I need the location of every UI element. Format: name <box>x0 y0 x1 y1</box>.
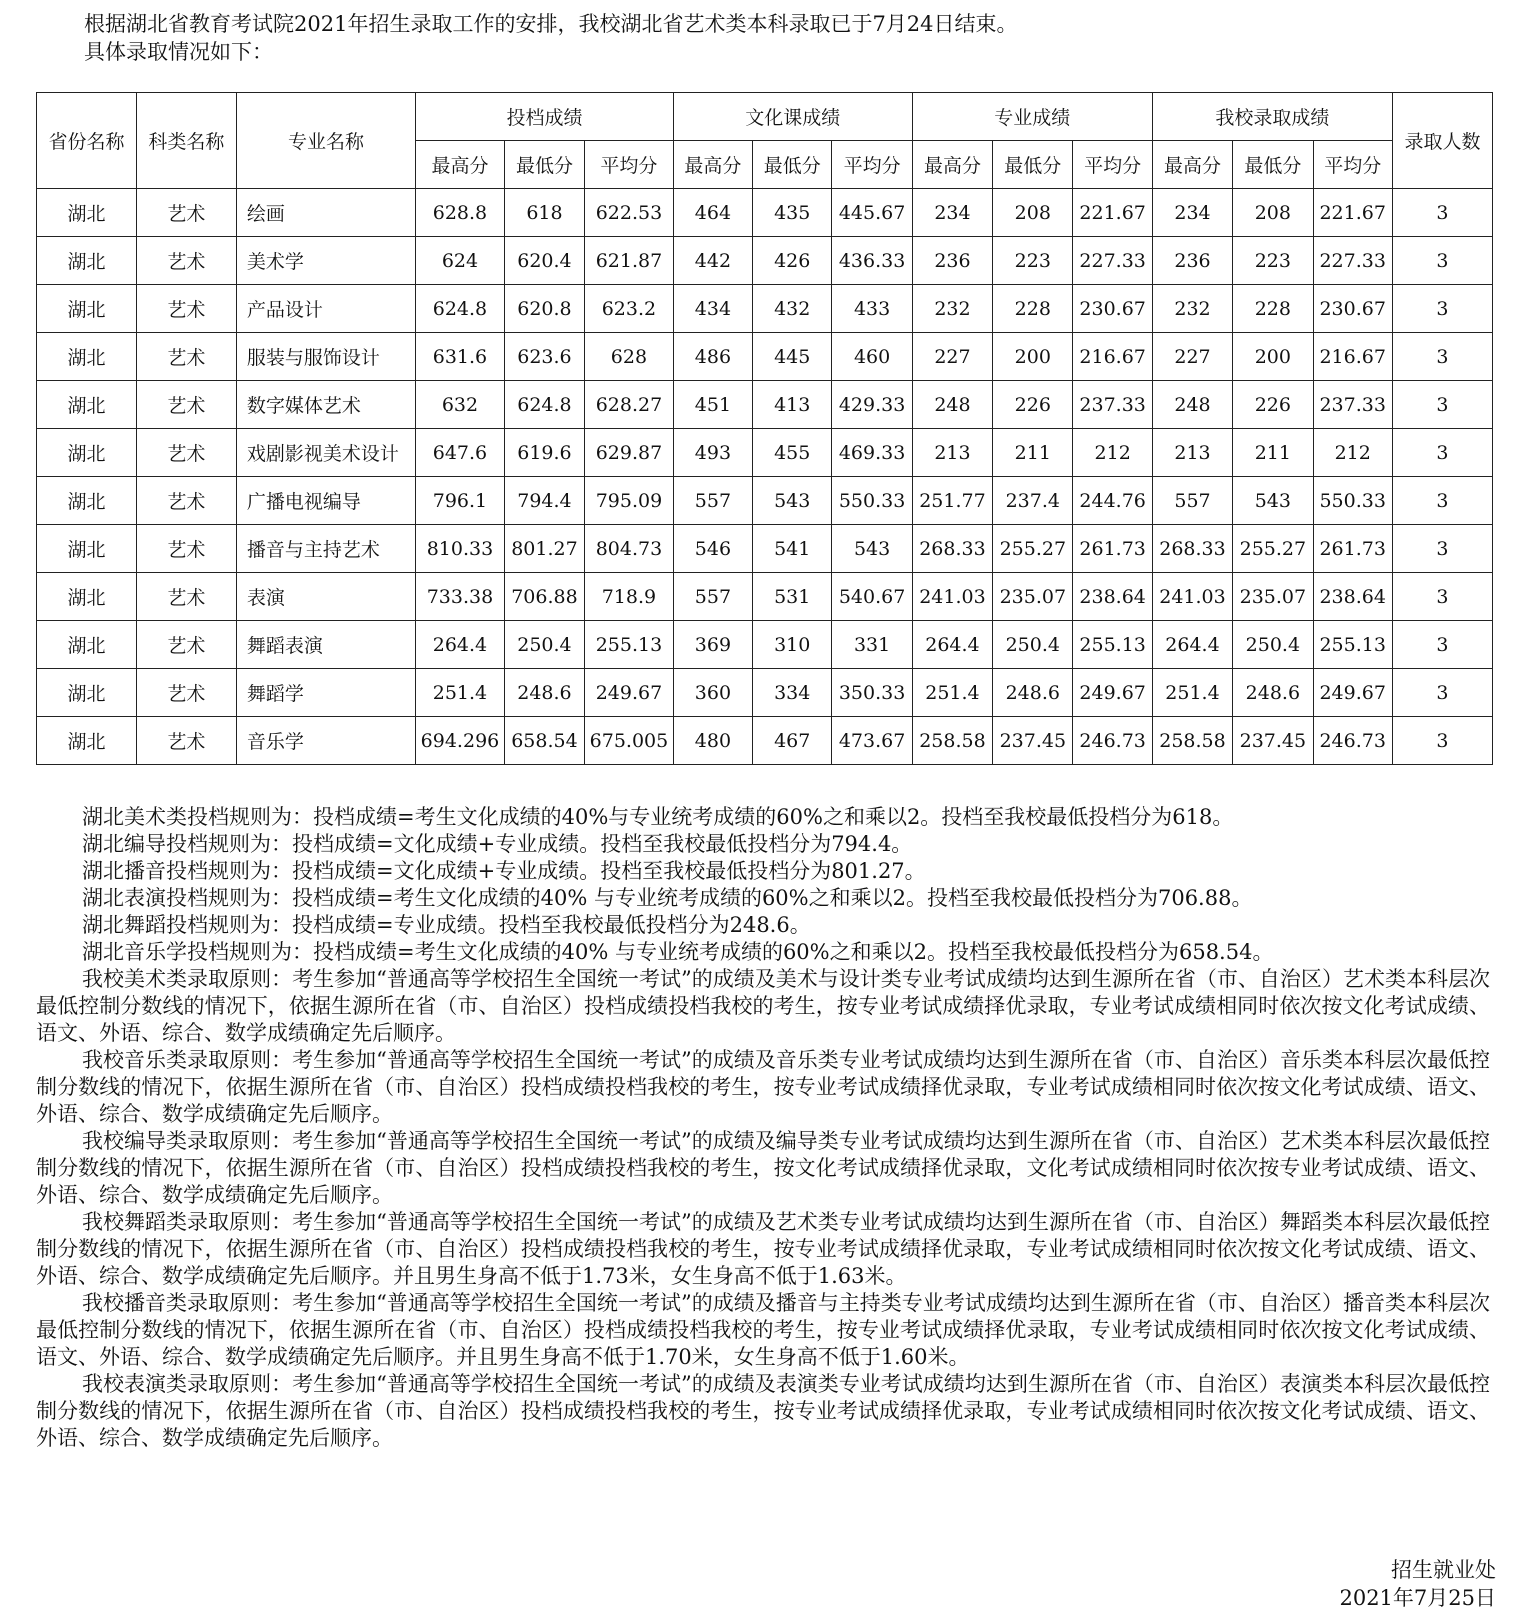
rule-paragraph: 湖北表演投档规则为：投档成绩=考生文化成绩的40% 与专业统考成绩的60%之和乘以2。投档至我校最低投档分为706.88。 <box>82 886 1253 910</box>
major-cell: 美术学 <box>236 237 415 285</box>
table-cell: 234 <box>912 189 992 237</box>
header-group-admission-score: 我校录取成绩 <box>1152 93 1392 141</box>
table-cell: 湖北 <box>37 525 137 573</box>
header-max: 最高分 <box>673 141 752 189</box>
table-cell: 623.6 <box>504 333 584 381</box>
table-cell: 艺术 <box>136 621 236 669</box>
table-row <box>37 477 1493 525</box>
table-cell: 618 <box>504 189 584 237</box>
table-cell: 541 <box>753 525 832 573</box>
table-cell: 442 <box>673 237 752 285</box>
table-cell: 331 <box>832 621 912 669</box>
table-cell: 3 <box>1392 189 1492 237</box>
rule-paragraph: 我校音乐类录取原则：考生参加“普通高等学校招生全国统一考试”的成绩及音乐类专业考试成绩均达到生源所在省（市、自治区）音乐类本科层次最低控制分数线的情况下，依据生源所在省（市、自治区）投档成绩投档我校的考生，按专业考试成绩择优录取，专业考试成绩相同时依次按文化考试成绩、语文、外语、综合、数学成绩确定先后顺序。 <box>36 1048 1490 1126</box>
table-cell: 237.33 <box>1073 381 1152 429</box>
table-row <box>37 381 1493 429</box>
table-cell: 艺术 <box>136 381 236 429</box>
table-cell: 557 <box>673 573 752 621</box>
table-cell: 200 <box>993 333 1073 381</box>
table-cell: 264.4 <box>1152 621 1232 669</box>
table-cell: 236 <box>912 237 992 285</box>
major-cell: 戏剧影视美术设计 <box>236 429 415 477</box>
header-avg: 平均分 <box>1073 141 1152 189</box>
table-cell: 631.6 <box>416 333 505 381</box>
table-cell: 3 <box>1392 573 1492 621</box>
rule-paragraph: 湖北舞蹈投档规则为：投档成绩=专业成绩。投档至我校最低投档分为248.6。 <box>82 913 811 937</box>
table-row <box>37 429 1493 477</box>
header-max: 最高分 <box>416 141 505 189</box>
table-cell: 237.4 <box>993 477 1073 525</box>
table-cell: 804.73 <box>585 525 674 573</box>
table-cell: 467 <box>753 717 832 765</box>
table-cell: 251.77 <box>912 477 992 525</box>
table-cell: 湖北 <box>37 717 137 765</box>
rule-paragraph: 我校美术类录取原则：考生参加“普通高等学校招生全国统一考试”的成绩及美术与设计类专业考试成绩均达到生源所在省（市、自治区）艺术类本科层次最低控制分数线的情况下，依据生源所在省（市、自治区）投档成绩投档我校的考生，按专业考试成绩择优录取，专业考试成绩相同时依次按文化考试成绩、语文、外语、综合、数学成绩确定先后顺序。 <box>36 967 1490 1045</box>
table-cell: 248.6 <box>1233 669 1313 717</box>
table-cell: 223 <box>993 237 1073 285</box>
table-cell: 237.45 <box>1233 717 1313 765</box>
table-cell: 213 <box>1152 429 1232 477</box>
table-cell: 543 <box>1233 477 1313 525</box>
table-cell: 810.33 <box>416 525 505 573</box>
table-cell: 486 <box>673 333 752 381</box>
table-cell: 208 <box>1233 189 1313 237</box>
table-cell: 艺术 <box>136 189 236 237</box>
table-cell: 620.4 <box>504 237 584 285</box>
header-max: 最高分 <box>1152 141 1232 189</box>
table-cell: 795.09 <box>585 477 674 525</box>
table-cell: 湖北 <box>37 285 137 333</box>
major-cell: 产品设计 <box>236 285 415 333</box>
header-admitted-count: 录取人数 <box>1392 93 1492 189</box>
table-cell: 232 <box>1152 285 1232 333</box>
table-cell: 628.27 <box>585 381 674 429</box>
header-max: 最高分 <box>912 141 992 189</box>
table-cell: 246.73 <box>1073 717 1152 765</box>
table-cell: 546 <box>673 525 752 573</box>
table-cell: 3 <box>1392 477 1492 525</box>
table-cell: 227.33 <box>1313 237 1392 285</box>
table-cell: 208 <box>993 189 1073 237</box>
table-cell: 733.38 <box>416 573 505 621</box>
table-cell: 473.67 <box>832 717 912 765</box>
table-body <box>37 189 1493 765</box>
table-cell: 3 <box>1392 333 1492 381</box>
rule-paragraph: 我校舞蹈类录取原则：考生参加“普通高等学校招生全国统一考试”的成绩及艺术类专业考试成绩均达到生源所在省（市、自治区）舞蹈类本科层次最低控制分数线的情况下，依据生源所在省（市、自治区）投档成绩投档我校的考生，按专业考试成绩择优录取，专业考试成绩相同时依次按文化考试成绩、语文、外语、综合、数学成绩确定先后顺序。并且男生身高不低于1.73米，女生身高不低于1.63米。 <box>36 1210 1490 1288</box>
table-row <box>37 573 1493 621</box>
table-cell: 451 <box>673 381 752 429</box>
table-cell: 248 <box>1152 381 1232 429</box>
table-cell: 235.07 <box>993 573 1073 621</box>
table-cell: 228 <box>993 285 1073 333</box>
header-group-major-score: 专业成绩 <box>912 93 1152 141</box>
table-cell: 264.4 <box>912 621 992 669</box>
table-cell: 241.03 <box>1152 573 1232 621</box>
major-cell: 数字媒体艺术 <box>236 381 415 429</box>
table-cell: 540.67 <box>832 573 912 621</box>
table-cell: 251.4 <box>416 669 505 717</box>
table-cell: 350.33 <box>832 669 912 717</box>
table-cell: 250.4 <box>504 621 584 669</box>
table-cell: 550.33 <box>1313 477 1392 525</box>
table-row <box>37 669 1493 717</box>
table-cell: 200 <box>1233 333 1313 381</box>
table-cell: 493 <box>673 429 752 477</box>
major-cell: 广播电视编导 <box>236 477 415 525</box>
rule-paragraph: 湖北播音投档规则为：投档成绩=文化成绩+专业成绩。投档至我校最低投档分为801.27。 <box>82 859 926 883</box>
table-cell: 246.73 <box>1313 717 1392 765</box>
table-cell: 艺术 <box>136 333 236 381</box>
table-cell: 223 <box>1233 237 1313 285</box>
table-cell: 433 <box>832 285 912 333</box>
header-min: 最低分 <box>1233 141 1313 189</box>
table-cell: 623.2 <box>585 285 674 333</box>
table-row <box>37 285 1493 333</box>
table-cell: 619.6 <box>504 429 584 477</box>
table-cell: 3 <box>1392 621 1492 669</box>
table-cell: 212 <box>1313 429 1392 477</box>
intro-line-1: 根据湖北省教育考试院2021年招生录取工作的安排，我校湖北省艺术类本科录取已于7月24日结束。 <box>84 12 1018 36</box>
major-cell: 舞蹈学 <box>236 669 415 717</box>
table-cell: 湖北 <box>37 333 137 381</box>
table-cell: 238.64 <box>1073 573 1152 621</box>
table-cell: 226 <box>993 381 1073 429</box>
table-cell: 264.4 <box>416 621 505 669</box>
table-cell: 258.58 <box>1152 717 1232 765</box>
footer-office: 招生就业处 <box>1391 1558 1496 1582</box>
table-cell: 227.33 <box>1073 237 1152 285</box>
table-cell: 248 <box>912 381 992 429</box>
table-cell: 647.6 <box>416 429 505 477</box>
table-cell: 675.005 <box>585 717 674 765</box>
table-cell: 258.58 <box>912 717 992 765</box>
footer <box>1339 1556 1496 1612</box>
table-cell: 248.6 <box>993 669 1073 717</box>
table-cell: 624.8 <box>416 285 505 333</box>
table-cell: 658.54 <box>504 717 584 765</box>
table-cell: 624.8 <box>504 381 584 429</box>
table-cell: 250.4 <box>993 621 1073 669</box>
table-cell: 湖北 <box>37 621 137 669</box>
table-cell: 湖北 <box>37 477 137 525</box>
table-cell: 244.76 <box>1073 477 1152 525</box>
table-cell: 237.45 <box>993 717 1073 765</box>
table-cell: 255.13 <box>1073 621 1152 669</box>
header-province: 省份名称 <box>37 93 137 189</box>
major-cell: 舞蹈表演 <box>236 621 415 669</box>
header-avg: 平均分 <box>832 141 912 189</box>
header-min: 最低分 <box>753 141 832 189</box>
major-cell: 表演 <box>236 573 415 621</box>
header-min: 最低分 <box>504 141 584 189</box>
table-cell: 360 <box>673 669 752 717</box>
rule-paragraph: 我校编导类录取原则：考生参加“普通高等学校招生全国统一考试”的成绩及编导类专业考试成绩均达到生源所在省（市、自治区）艺术类本科层次最低控制分数线的情况下，依据生源所在省（市、自治区）投档成绩投档我校的考生，按文化考试成绩择优录取，文化考试成绩相同时依次按专业考试成绩、语文、外语、综合、数学成绩确定先后顺序。 <box>36 1129 1490 1207</box>
table-cell: 213 <box>912 429 992 477</box>
table-cell: 艺术 <box>136 477 236 525</box>
rule-paragraph: 湖北编导投档规则为：投档成绩=文化成绩+专业成绩。投档至我校最低投档分为794.4。 <box>82 832 913 856</box>
table-cell: 628 <box>585 333 674 381</box>
table-cell: 3 <box>1392 381 1492 429</box>
table-cell: 794.4 <box>504 477 584 525</box>
table-cell: 艺术 <box>136 669 236 717</box>
footer-date: 2021年7月25日 <box>1339 1586 1496 1610</box>
rule-paragraph: 我校播音类录取原则：考生参加“普通高等学校招生全国统一考试”的成绩及播音与主持类专业考试成绩均达到生源所在省（市、自治区）播音类本科层次最低控制分数线的情况下，依据生源所在省（市、自治区）投档成绩投档我校的考生，按专业考试成绩择优录取，专业考试成绩相同时依次按文化考试成绩、语文、外语、综合、数学成绩确定先后顺序。并且男生身高不低于1.70米，女生身高不低于1.60米。 <box>36 1291 1490 1369</box>
table-row <box>37 237 1493 285</box>
table-cell: 249.67 <box>1313 669 1392 717</box>
table-cell: 620.8 <box>504 285 584 333</box>
table-cell: 622.53 <box>585 189 674 237</box>
table-cell: 250.4 <box>1233 621 1313 669</box>
table-cell: 241.03 <box>912 573 992 621</box>
table-cell: 632 <box>416 381 505 429</box>
table-cell: 445.67 <box>832 189 912 237</box>
table-cell: 湖北 <box>37 669 137 717</box>
rule-paragraph: 湖北美术类投档规则为：投档成绩=考生文化成绩的40%与专业统考成绩的60%之和乘以2。投档至我校最低投档分为618。 <box>82 805 1234 829</box>
table-cell: 226 <box>1233 381 1313 429</box>
rule-paragraph: 湖北音乐学投档规则为：投档成绩=考生文化成绩的40% 与专业统考成绩的60%之和乘以2。投档至我校最低投档分为658.54。 <box>82 940 1274 964</box>
table-cell: 237.33 <box>1313 381 1392 429</box>
table-cell: 426 <box>753 237 832 285</box>
table-cell: 369 <box>673 621 752 669</box>
table-cell: 434 <box>673 285 752 333</box>
table-cell: 230.67 <box>1313 285 1392 333</box>
rule-paragraph: 我校表演类录取原则：考生参加“普通高等学校招生全国统一考试”的成绩及表演类专业考试成绩均达到生源所在省（市、自治区）表演类本科层次最低控制分数线的情况下，依据生源所在省（市、自治区）投档成绩投档我校的考生，按专业考试成绩择优录取，专业考试成绩相同时依次按文化考试成绩、语文、外语、综合、数学成绩确定先后顺序。 <box>36 1372 1490 1450</box>
major-cell: 音乐学 <box>236 717 415 765</box>
major-cell: 服装与服饰设计 <box>236 333 415 381</box>
table-cell: 629.87 <box>585 429 674 477</box>
table-cell: 211 <box>1233 429 1313 477</box>
table-cell: 艺术 <box>136 573 236 621</box>
header-row-groups <box>37 93 1493 141</box>
table-cell: 464 <box>673 189 752 237</box>
table-cell: 3 <box>1392 525 1492 573</box>
admission-score-table <box>36 92 1493 765</box>
header-group-culture-score: 文化课成绩 <box>673 93 912 141</box>
table-cell: 湖北 <box>37 429 137 477</box>
table-cell: 480 <box>673 717 752 765</box>
table-cell: 艺术 <box>136 525 236 573</box>
table-cell: 227 <box>912 333 992 381</box>
table-cell: 艺术 <box>136 285 236 333</box>
table-cell: 212 <box>1073 429 1152 477</box>
table-cell: 706.88 <box>504 573 584 621</box>
table-cell: 228 <box>1233 285 1313 333</box>
header-min: 最低分 <box>993 141 1073 189</box>
table-cell: 255.27 <box>1233 525 1313 573</box>
table-cell: 255.27 <box>993 525 1073 573</box>
table-cell: 801.27 <box>504 525 584 573</box>
rules-notes <box>36 804 1490 1452</box>
header-avg: 平均分 <box>1313 141 1392 189</box>
table-cell: 432 <box>753 285 832 333</box>
table-cell: 艺术 <box>136 717 236 765</box>
table-cell: 3 <box>1392 717 1492 765</box>
table-cell: 248.6 <box>504 669 584 717</box>
table-cell: 436.33 <box>832 237 912 285</box>
header-category: 科类名称 <box>136 93 236 189</box>
table-cell: 543 <box>753 477 832 525</box>
table-cell: 216.67 <box>1313 333 1392 381</box>
table-cell: 429.33 <box>832 381 912 429</box>
table-cell: 3 <box>1392 285 1492 333</box>
table-cell: 湖北 <box>37 237 137 285</box>
major-cell: 绘画 <box>236 189 415 237</box>
intro <box>84 10 1018 66</box>
table-cell: 227 <box>1152 333 1232 381</box>
table-cell: 621.87 <box>585 237 674 285</box>
table-cell: 234 <box>1152 189 1232 237</box>
table-cell: 334 <box>753 669 832 717</box>
table-cell: 255.13 <box>1313 621 1392 669</box>
table-cell: 310 <box>753 621 832 669</box>
table-cell: 261.73 <box>1313 525 1392 573</box>
table-cell: 艺术 <box>136 429 236 477</box>
table-cell: 628.8 <box>416 189 505 237</box>
table-cell: 221.67 <box>1073 189 1152 237</box>
table-cell: 445 <box>753 333 832 381</box>
intro-line-2: 具体录取情况如下： <box>84 40 273 64</box>
table-cell: 460 <box>832 333 912 381</box>
table-cell: 211 <box>993 429 1073 477</box>
table-cell: 268.33 <box>1152 525 1232 573</box>
table-cell: 249.67 <box>1073 669 1152 717</box>
table-cell: 455 <box>753 429 832 477</box>
table-cell: 251.4 <box>912 669 992 717</box>
table-cell: 531 <box>753 573 832 621</box>
table-row <box>37 717 1493 765</box>
table-cell: 221.67 <box>1313 189 1392 237</box>
table-cell: 255.13 <box>585 621 674 669</box>
table-cell: 236 <box>1152 237 1232 285</box>
header-avg: 平均分 <box>585 141 674 189</box>
table-cell: 232 <box>912 285 992 333</box>
table-cell: 湖北 <box>37 381 137 429</box>
table-cell: 261.73 <box>1073 525 1152 573</box>
table-cell: 718.9 <box>585 573 674 621</box>
table-row <box>37 621 1493 669</box>
table-cell: 230.67 <box>1073 285 1152 333</box>
table-row <box>37 189 1493 237</box>
table-cell: 550.33 <box>832 477 912 525</box>
table-cell: 3 <box>1392 237 1492 285</box>
major-cell: 播音与主持艺术 <box>236 525 415 573</box>
table-cell: 413 <box>753 381 832 429</box>
table-cell: 216.67 <box>1073 333 1152 381</box>
table-cell: 238.64 <box>1313 573 1392 621</box>
table-cell: 557 <box>673 477 752 525</box>
table-cell: 251.4 <box>1152 669 1232 717</box>
table-cell: 235.07 <box>1233 573 1313 621</box>
table-cell: 艺术 <box>136 237 236 285</box>
table-cell: 557 <box>1152 477 1232 525</box>
table-cell: 435 <box>753 189 832 237</box>
table-cell: 湖北 <box>37 189 137 237</box>
table-cell: 3 <box>1392 669 1492 717</box>
table-cell: 湖北 <box>37 573 137 621</box>
table-row <box>37 333 1493 381</box>
table-cell: 796.1 <box>416 477 505 525</box>
header-group-filing-score: 投档成绩 <box>416 93 674 141</box>
table-cell: 694.296 <box>416 717 505 765</box>
table-cell: 268.33 <box>912 525 992 573</box>
table-cell: 3 <box>1392 429 1492 477</box>
table-cell: 249.67 <box>585 669 674 717</box>
table-row <box>37 525 1493 573</box>
table-cell: 624 <box>416 237 505 285</box>
table-cell: 469.33 <box>832 429 912 477</box>
header-major: 专业名称 <box>236 93 415 189</box>
table-cell: 543 <box>832 525 912 573</box>
